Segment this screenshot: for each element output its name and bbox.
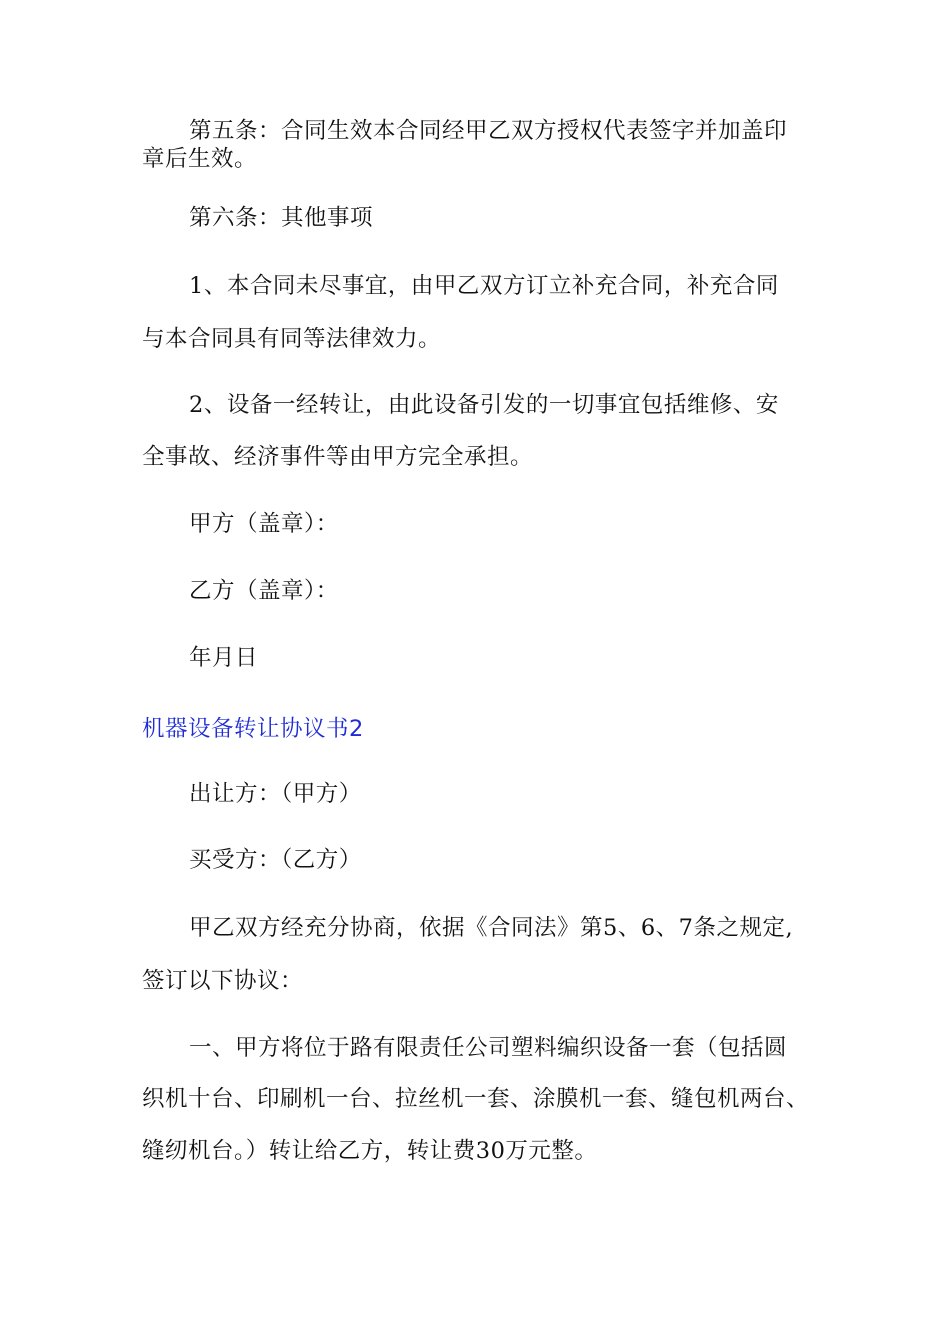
article-5-line-1: 第五条：合同生效本合同经甲乙双方授权代表签字并加盖印 [189,118,788,144]
party-a-seal-label: 甲方（盖章）： [189,511,339,537]
intro-line-2: 签订以下协议： [142,968,304,994]
item-1-line-2: 与本合同具有同等法律效力。 [142,326,442,352]
clause-1-line-3: 缝纫机台。）转让给乙方，转让费30万元整。 [142,1138,598,1164]
party-b-seal-label: 乙方（盖章）： [189,578,339,604]
section-heading: 机器设备转让协议书2 [142,716,364,742]
intro-line-1: 甲乙双方经充分协商，依据《合同法》第5、6、7条之规定, [189,915,794,941]
clause-1-line-1: 一、甲方将位于路有限责任公司塑料编织设备一套（包括圆 [189,1035,788,1061]
item-1-line-1: 1、本合同未尽事宜，由甲乙双方订立补充合同，补充合同 [189,273,779,299]
item-2-line-2: 全事故、经济事件等由甲方完全承担。 [142,444,534,470]
article-5-line-2: 章后生效。 [142,146,258,172]
date-label: 年月日 [189,645,259,671]
seller-label: 出让方：（甲方） [189,781,362,807]
article-6-title: 第六条：其他事项 [189,205,374,231]
clause-1-line-2: 织机十台、印刷机一台、拉丝机一套、涂膜机一套、缝包机两台、 [142,1086,810,1112]
item-2-line-1: 2、设备一经转让，由此设备引发的一切事宜包括维修、安 [189,392,779,418]
buyer-label: 买受方：（乙方） [189,847,362,873]
